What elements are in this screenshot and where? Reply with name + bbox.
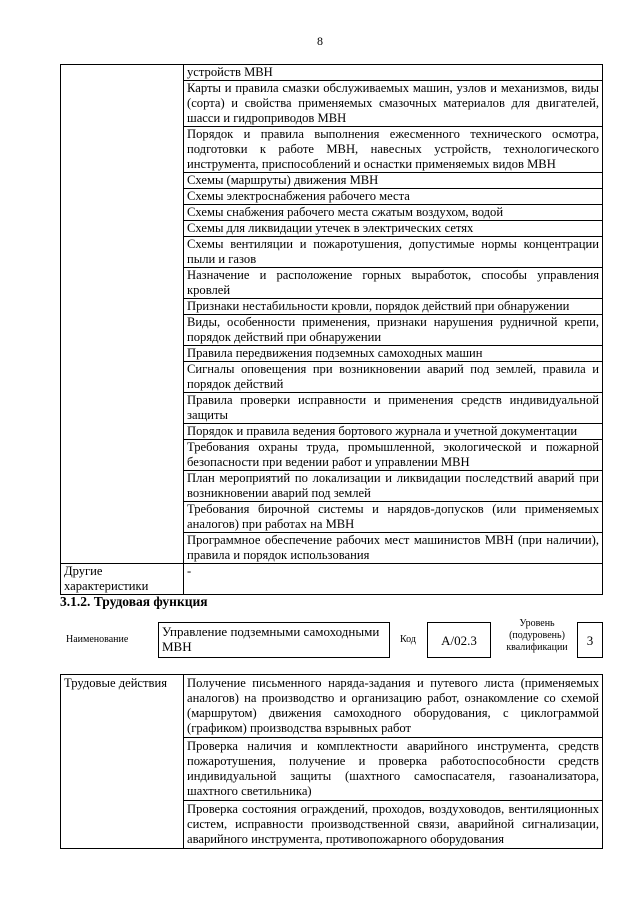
table-cell: Признаки нестабильности кровли, порядок действий при обнаружении [184,299,603,315]
table-cell: Схемы снабжения рабочего места сжатым воздухом, водой [184,205,603,221]
table-row [61,65,603,81]
table-cell: Порядок и правила выполнения ежесменного технического осмотра, подготовки к работе МВН, навесных устройств, технологического инструмента, приспособлений и оснастки применяемых видов МВН [184,127,603,173]
table-cell: Схемы электроснабжения рабочего места [184,189,603,205]
other-characteristics-value: - [184,564,603,595]
table-cell: Схемы вентиляции и пожаротушения, допустимые нормы концентрации пыли и газов [184,237,603,268]
table-cell: Виды, особенности применения, признаки нарушения рудничной крепи, порядок действий при обнаружении [184,315,603,346]
table-cell: Правила проверки исправности и применения средств индивидуальной защиты [184,393,603,424]
table-cell: Программное обеспечение рабочих мест машинистов МВН (при наличии), правила и порядок использования [184,533,603,564]
table-cell: Сигналы оповещения при возникновении аварий под землей, правила и порядок действий [184,362,603,393]
function-header [60,616,603,662]
table-cell: Порядок и правила ведения бортового журнала и учетной документации [184,424,603,440]
table-cell: Требования бирочной системы и нарядов-допусков (или применяемых аналогов) при работах на МВН [184,502,603,533]
table-cell: Проверка наличия и комплектности аварийного инструмента, средств пожаротушения, получение и проверка работоспособности средств индивидуальной защиты (шахтного самоспасателя, газоанализатора, шахтного светильника) [184,738,603,801]
page-number: 8 [317,34,323,48]
table-cell: Назначение и расположение горных выработок, способы управления кровлей [184,268,603,299]
table-cell: Карты и правила смазки обслуживаемых машин, узлов и механизмов, виды (сорта) и свойства применяемых смазочных материалов для двигателей, шасси и гидроприводов МВН [184,81,603,127]
name-value: Управление подземными самоходными МВН [158,622,390,658]
table-cell: устройств МВН [184,65,603,81]
table-cell: Схемы (маршруты) движения МВН [184,173,603,189]
labor-actions-label: Трудовые действия [61,675,184,849]
table-row [61,564,603,595]
table-cell: Схемы для ликвидации утечек в электрических сетях [184,221,603,237]
labor-actions-table [60,674,603,849]
table-cell: Требования охраны труда, промышленной, экологической и пожарной безопасности при ведении работ и управлении МВН [184,440,603,471]
table-cell: План мероприятий по локализации и ликвидации последствий аварий при возникновении аварий под землей [184,471,603,502]
table-cell: Проверка состояния ограждений, проходов, воздуховодов, вентиляционных систем, исправности производственной связи, аварийной сигнализации, аварийного инструмента, противопожарного оборудования [184,801,603,849]
name-label: Наименование [66,634,129,645]
table-label-cell [61,65,184,564]
other-characteristics-label: Другие характеристики [61,564,184,595]
table-row [61,675,603,738]
table-cell: Правила передвижения подземных самоходных машин [184,346,603,362]
level-label: Уровень (подуровень) квалификации [506,618,568,653]
knowledge-table [60,64,603,595]
code-label: Код [400,634,416,645]
code-value: А/02.3 [427,622,491,658]
table-cell: Получение письменного наряда-задания и путевого листа (применяемых аналогов) на производство и организацию работ, ознакомление со схемой (маршрутом) движения самоходного оборудования, с циклограммой (графиком) производства взрывных работ [184,675,603,738]
section-title: 3.1.2. Трудовая функция [60,594,208,609]
level-value: 3 [577,622,603,658]
